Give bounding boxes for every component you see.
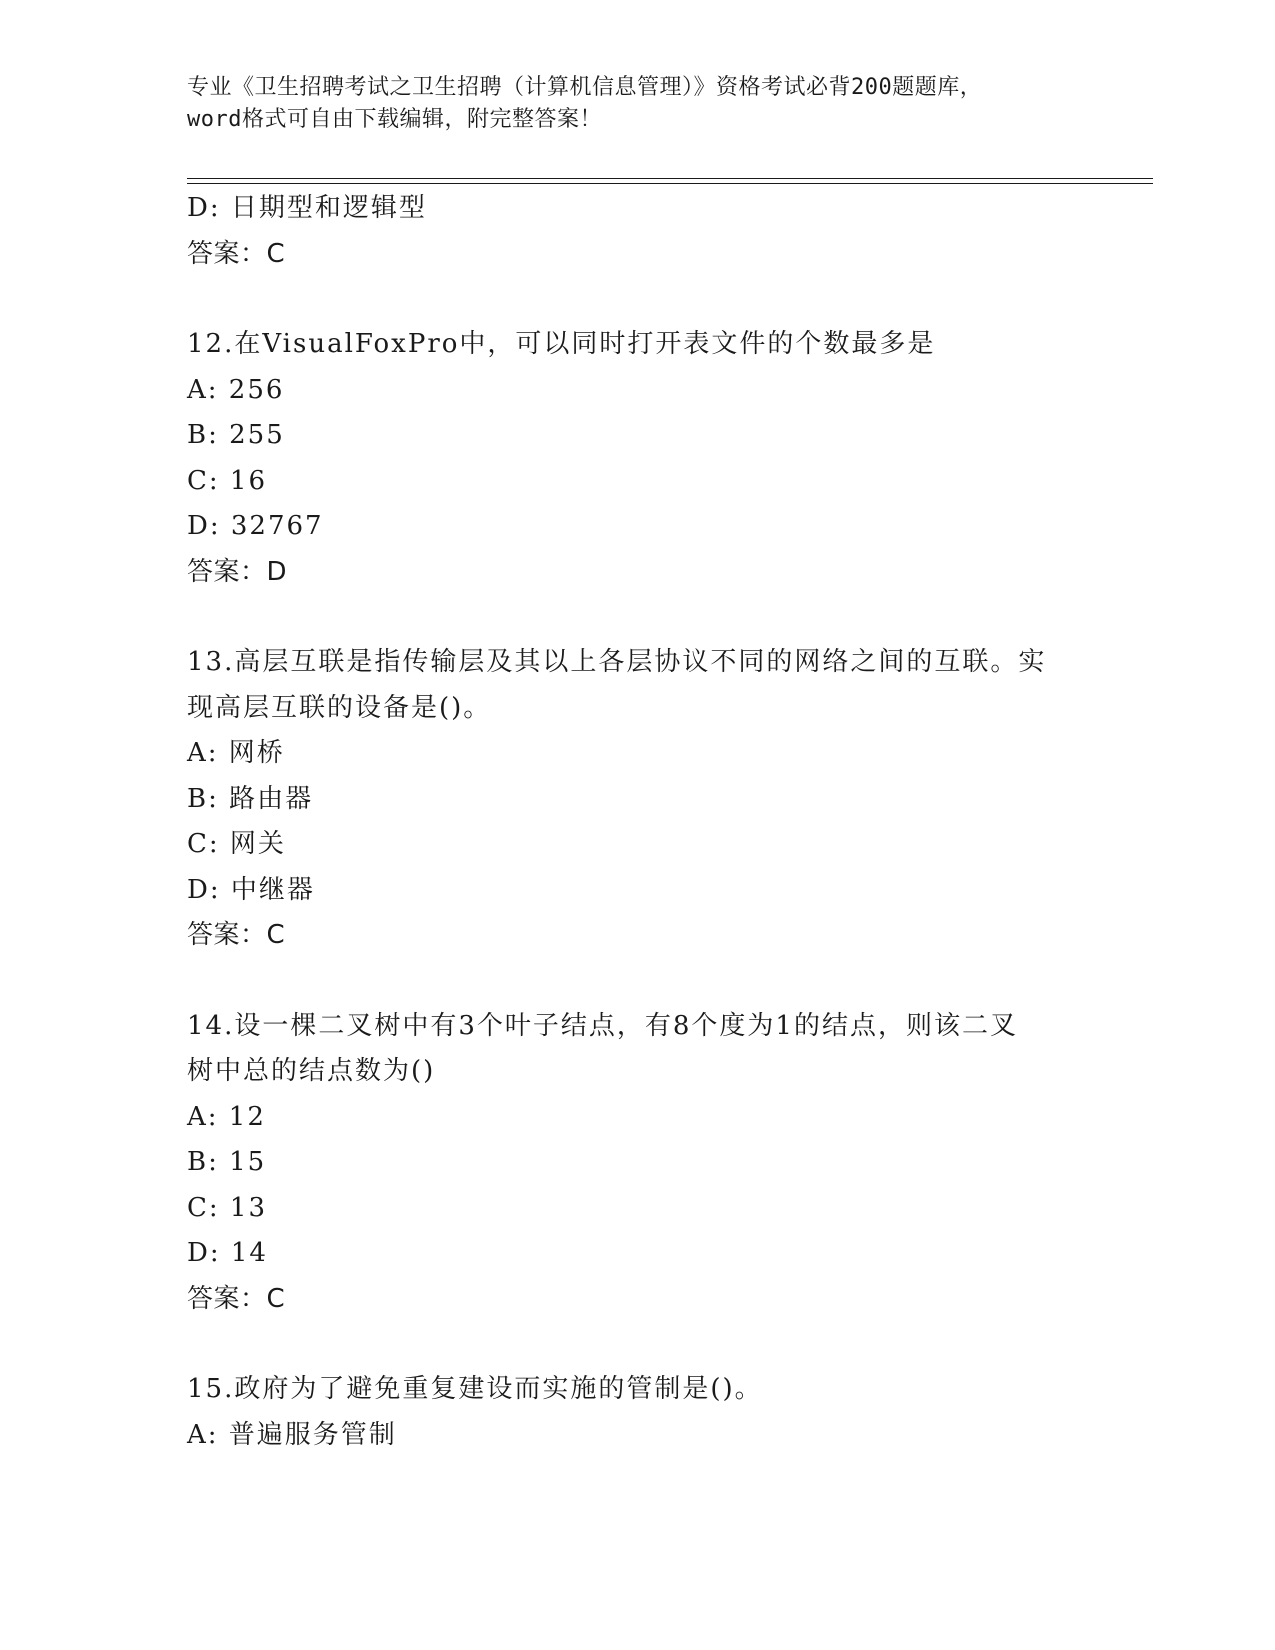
option-a: A: 普遍服务管制 [187,1419,397,1450]
option-d: D: 14 [187,1238,268,1268]
question-text: 12.在VisualFoxPro中，可以同时打开表文件的个数最多是 [187,329,936,359]
document-header [187,72,1077,136]
question-text-line-1: 13.高层互联是指传输层及其以上各层协议不同的网络之间的互联。实 [187,647,1047,677]
question-list [187,186,1087,1458]
question-15 [187,1367,1087,1458]
option-a: A: 网桥 [187,738,285,768]
spacer [187,277,1087,322]
spacer [187,1322,1087,1367]
question-text-line-2: 树中总的结点数为() [187,1056,436,1086]
question-text: 15.政府为了避免重复建设而实施的管制是()。 [187,1374,763,1404]
answer: 答案：C [187,1283,286,1314]
option-b: B: 路由器 [187,783,314,814]
option-c: C: 网关 [187,829,286,859]
option-d: D: 32767 [187,511,324,541]
header-divider-bottom [187,183,1153,184]
question-14 [187,1004,1087,1323]
question-text-line-2: 现高层互联的设备是()。 [187,692,492,723]
question-11-tail [187,186,1087,277]
option-a: A: 256 [187,374,285,405]
option-c: C: 13 [187,1192,268,1223]
option-a: A: 12 [187,1101,266,1132]
question-12 [187,322,1087,595]
question-13 [187,640,1087,959]
spacer [187,595,1087,640]
option-d: D: 中继器 [187,874,315,905]
header-title-line-2: word格式可自由下载编辑，附完整答案！ [187,107,602,132]
answer: 答案：D [187,556,288,587]
header-title-line-1: 专业《卫生招聘考试之卫生招聘（计算机信息管理）》资格考试必背200题题库， [187,75,983,100]
question-text-line-1: 14.设一棵二叉树中有3个叶子结点，有8个度为1的结点，则该二叉 [187,1010,1018,1041]
header-divider-top [187,178,1153,179]
spacer [187,959,1087,1004]
answer: 答案：C [187,920,286,950]
option-d: D: 日期型和逻辑型 [187,193,427,223]
option-c: C: 16 [187,465,268,496]
answer: 答案：C [187,238,286,269]
option-b: B: 255 [187,420,285,450]
option-b: B: 15 [187,1147,267,1177]
